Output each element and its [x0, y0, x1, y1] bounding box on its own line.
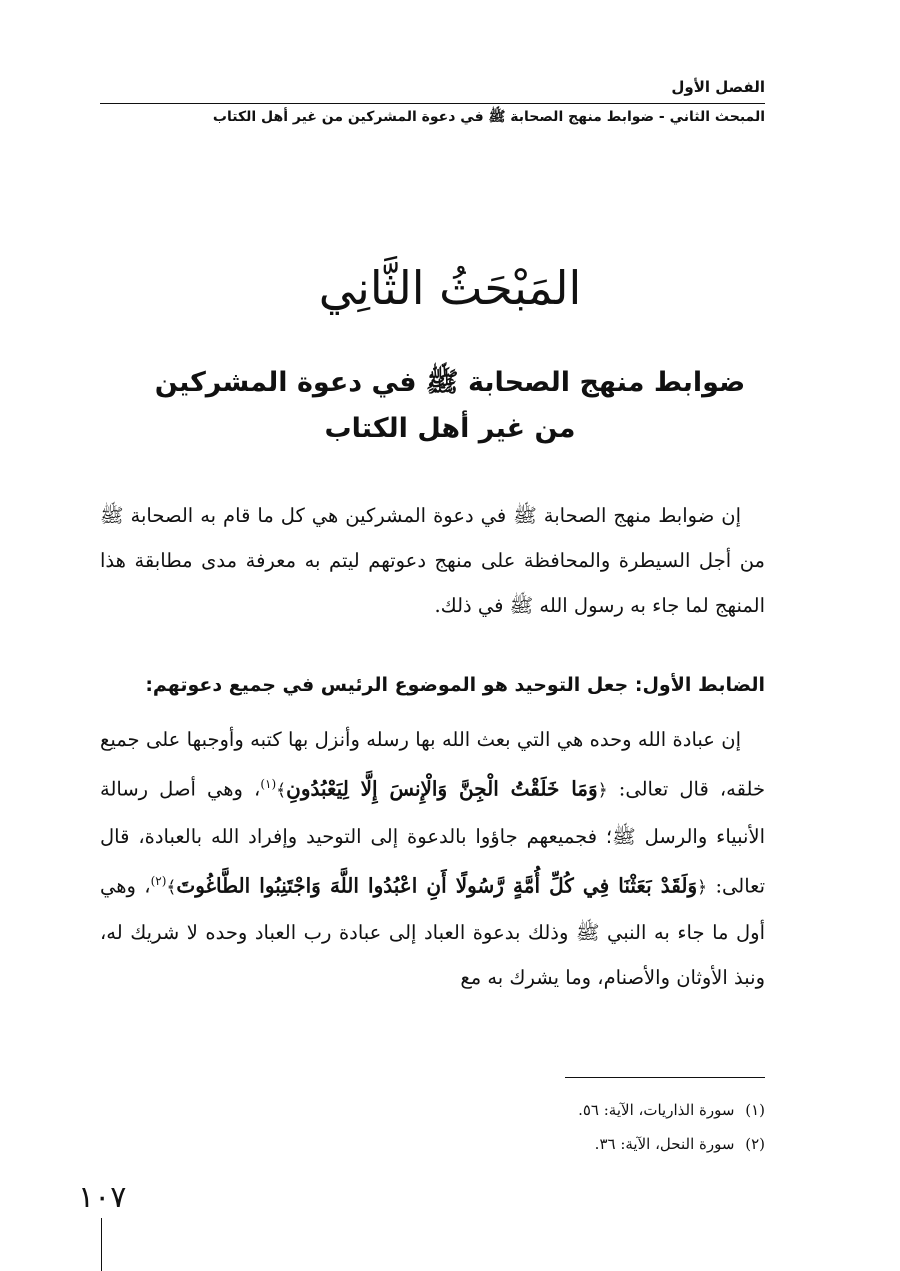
- footnote-ref-1[interactable]: (١): [260, 777, 277, 791]
- ayah-close-bracket: ﴾: [166, 877, 177, 897]
- footnote-item: [100, 1127, 765, 1161]
- footnote-item: [100, 1093, 765, 1127]
- margin-rule: [101, 1218, 102, 1271]
- paragraph-text-part3: ، وهي أول ما جاء به النبي ﷺ وذلك بدعوة العباد إلى عبادة رب العباد وحده لا شريك له، ونبذ الأوثان والأصنام، وما يشرك به مع: [100, 874, 765, 989]
- title-line-1: ضوابط منهج الصحابة ﷺ في دعوة المشركين: [154, 367, 746, 398]
- subheading: الضابط الأول: جعل التوحيد هو الموضوع الرئيس في جميع دعوتهم:: [145, 674, 765, 696]
- page-number: ١٠٧: [78, 1180, 127, 1215]
- chapter-label: الفصل الأول: [671, 78, 765, 96]
- title-line-2: من غير أهل الكتاب: [324, 413, 576, 444]
- paragraph-text-part1: إن عبادة الله وحده هي التي بعث الله بها رسله وأنزل بها كتبه وأوجبها على جميع خلقه، قال تعالى:: [100, 728, 766, 801]
- quran-verse-2: وَلَقَدْ بَعَثْنَا فِي كُلِّ أُمَّةٍ رَّسُولًا أَنِ اعْبُدُوا اللَّهَ وَاجْتَنِبُوا الطَّاغُوتَ: [176, 873, 698, 897]
- footnotes: [100, 1093, 765, 1161]
- paragraph-text-part2: ، وهي أصل رسالة الأنبياء والرسل ﷺ؛ فجميعهم جاؤوا بالدعوة إلى التوحيد وإفراد الله بالعبادة، قال تعالى:: [100, 777, 765, 897]
- footnote-separator: [565, 1077, 765, 1078]
- body-paragraph: [100, 717, 765, 1000]
- footnote-text: سورة النحل، الآية: ٣٦.: [594, 1135, 735, 1153]
- ayah-open-bracket: ﴿: [597, 780, 608, 801]
- section-label: المبحث الثاني - ضوابط منهج الصحابة ﷺ في دعوة المشركين من غير أهل الكتاب: [212, 109, 765, 125]
- ayah-close-bracket: ﴾: [276, 780, 287, 801]
- running-header: [100, 70, 765, 140]
- footnote-number: (١): [745, 1101, 765, 1119]
- section-number-heading: المَبْحَثُ الثَّانِي: [318, 261, 582, 315]
- footnote-ref-2[interactable]: (٢): [150, 873, 167, 888]
- footnote-text: سورة الذاريات، الآية: ٥٦.: [578, 1101, 735, 1119]
- intro-paragraph: إن ضوابط منهج الصحابة ﷺ في دعوة المشركين هي كل ما قام به الصحابة ﷺ من أجل السيطرة والمحافظة على منهج دعوتهم ليتم به معرفة مدى مطابقة هذا المنهج لما جاء به رسول الله ﷺ في ذلك.: [100, 504, 765, 617]
- quran-verse-1: وَمَا خَلَقْتُ الْجِنَّ وَالْإِنسَ إِلَّا لِيَعْبُدُونِ: [286, 776, 598, 801]
- footnote-number: (٢): [745, 1135, 765, 1153]
- page-title: [100, 360, 800, 452]
- header-rule: [100, 103, 765, 104]
- ayah-open-bracket: ﴿: [697, 877, 708, 897]
